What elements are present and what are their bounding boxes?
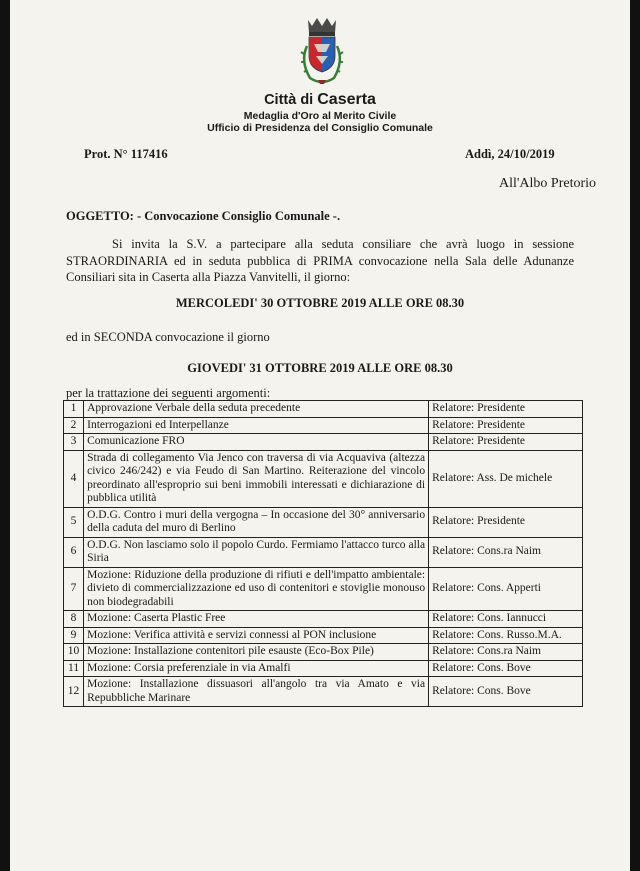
recipient: All'Albo Pretorio (499, 176, 597, 191)
agenda-item-subject: Mozione: Corsia preferenziale in via Amalfi (84, 660, 429, 677)
agenda-row (64, 434, 583, 451)
agenda-intro: per la trattazione dei seguenti argomenti: (66, 386, 271, 400)
agenda-row (64, 644, 583, 661)
second-call-text: ed in SECONDA convocazione il giorno (66, 330, 270, 344)
agenda-item-number: 5 (64, 507, 84, 537)
agenda-item-speaker: Relatore: Presidente (429, 434, 583, 451)
agenda-item-speaker: Relatore: Cons.ra Naim (429, 644, 583, 661)
agenda-item-subject: Mozione: Riduzione della produzione di rifiuti e dell'impatto ambientale: divieto di commercializzazione ed uso di contenitori e stoviglie monouso non biodegradabili (84, 567, 429, 611)
agenda-item-subject: Mozione: Installazione dissuasori all'angolo tra via Amato e via Repubbliche Marinare (84, 677, 429, 707)
office-name: Ufficio di Presidenza del Consiglio Comunale (207, 122, 433, 134)
agenda-item-subject: Mozione: Caserta Plastic Free (84, 611, 429, 628)
agenda-row (64, 677, 583, 707)
agenda-item-speaker: Relatore: Cons. Russo.M.A. (429, 627, 583, 644)
second-call-date: GIOVEDI' 31 OTTOBRE 2019 ALLE ORE 08.30 (187, 361, 453, 375)
agenda-item-speaker: Relatore: Cons. Bove (429, 677, 583, 707)
agenda-item-subject: Approvazione Verbale della seduta precedente (84, 401, 429, 418)
agenda-item-speaker: Relatore: Cons.ra Naim (429, 537, 583, 567)
agenda-row (64, 627, 583, 644)
agenda-item-speaker: Relatore: Ass. De michele (429, 450, 583, 507)
protocol-number: Prot. N° 117416 (84, 147, 168, 161)
subject-line: OGGETTO: - Convocazione Consiglio Comunale -. (66, 209, 341, 223)
agenda-row (64, 611, 583, 628)
intro-paragraph: Si invita la S.V. a partecipare alla seduta consiliare che avrà luogo in sessione STRAORDINARIA ed in seduta pubblica di PRIMA convocazione nella Sala delle Adunanze Consiliari sita in Caserta alla Piazza Vanvitelli, il giorno: (66, 237, 574, 284)
city-crest-icon (296, 16, 348, 88)
agenda-item-number: 2 (64, 417, 84, 434)
first-call-date: MERCOLEDI' 30 OTTOBRE 2019 ALLE ORE 08.30 (175, 296, 465, 310)
agenda-item-subject: Interrogazioni ed Interpellanze (84, 417, 429, 434)
agenda-row (64, 567, 583, 611)
city-title: Città di Caserta (264, 91, 376, 108)
agenda-item-number: 3 (64, 434, 84, 451)
agenda-item-subject: Comunicazione FRO (84, 434, 429, 451)
agenda-item-number: 7 (64, 567, 84, 611)
agenda-item-number: 12 (64, 677, 84, 707)
agenda-item-number: 1 (64, 401, 84, 418)
agenda-item-number: 9 (64, 627, 84, 644)
agenda-item-speaker: Relatore: Presidente (429, 417, 583, 434)
agenda-item-speaker: Relatore: Presidente (429, 401, 583, 418)
agenda-item-subject: Strada di collegamento Via Jenco con traversa di via Acquaviva (altezza civico 246/242) e via Feudo di San Martino. Reiterazione del vincolo preordinato all'esproprio sui beni immobili interessati e dichiarazione di pubblica utilità (84, 450, 429, 507)
agenda-item-speaker: Relatore: Presidente (429, 507, 583, 537)
city-subtitle: Medaglia d'Oro al Merito Civile (243, 110, 397, 122)
agenda-item-number: 10 (64, 644, 84, 661)
agenda-row (64, 450, 583, 507)
document-date: Addì, 24/10/2019 (465, 147, 555, 161)
agenda-row (64, 507, 583, 537)
agenda-item-speaker: Relatore: Cons. Bove (429, 660, 583, 677)
agenda-item-speaker: Relatore: Cons. Iannucci (429, 611, 583, 628)
agenda-item-number: 6 (64, 537, 84, 567)
document-page (10, 0, 630, 871)
agenda-item-subject: O.D.G. Contro i muri della vergogna – In occasione del 30° anniversario della caduta del muro di Berlino (84, 507, 429, 537)
agenda-row (64, 401, 583, 418)
agenda-row (64, 537, 583, 567)
agenda-item-subject: Mozione: Installazione contenitori pile esauste (Eco-Box Pile) (84, 644, 429, 661)
agenda-item-number: 4 (64, 450, 84, 507)
agenda-item-number: 8 (64, 611, 84, 628)
agenda-item-subject: Mozione: Verifica attività e servizi connessi al PON inclusione (84, 627, 429, 644)
agenda-item-number: 11 (64, 660, 84, 677)
agenda-row (64, 660, 583, 677)
agenda-item-subject: O.D.G. Non lasciamo solo il popolo Curdo. Fermiamo l'attacco turco alla Siria (84, 537, 429, 567)
agenda-row (64, 417, 583, 434)
agenda-item-speaker: Relatore: Cons. Apperti (429, 567, 583, 611)
agenda-table (63, 400, 583, 707)
